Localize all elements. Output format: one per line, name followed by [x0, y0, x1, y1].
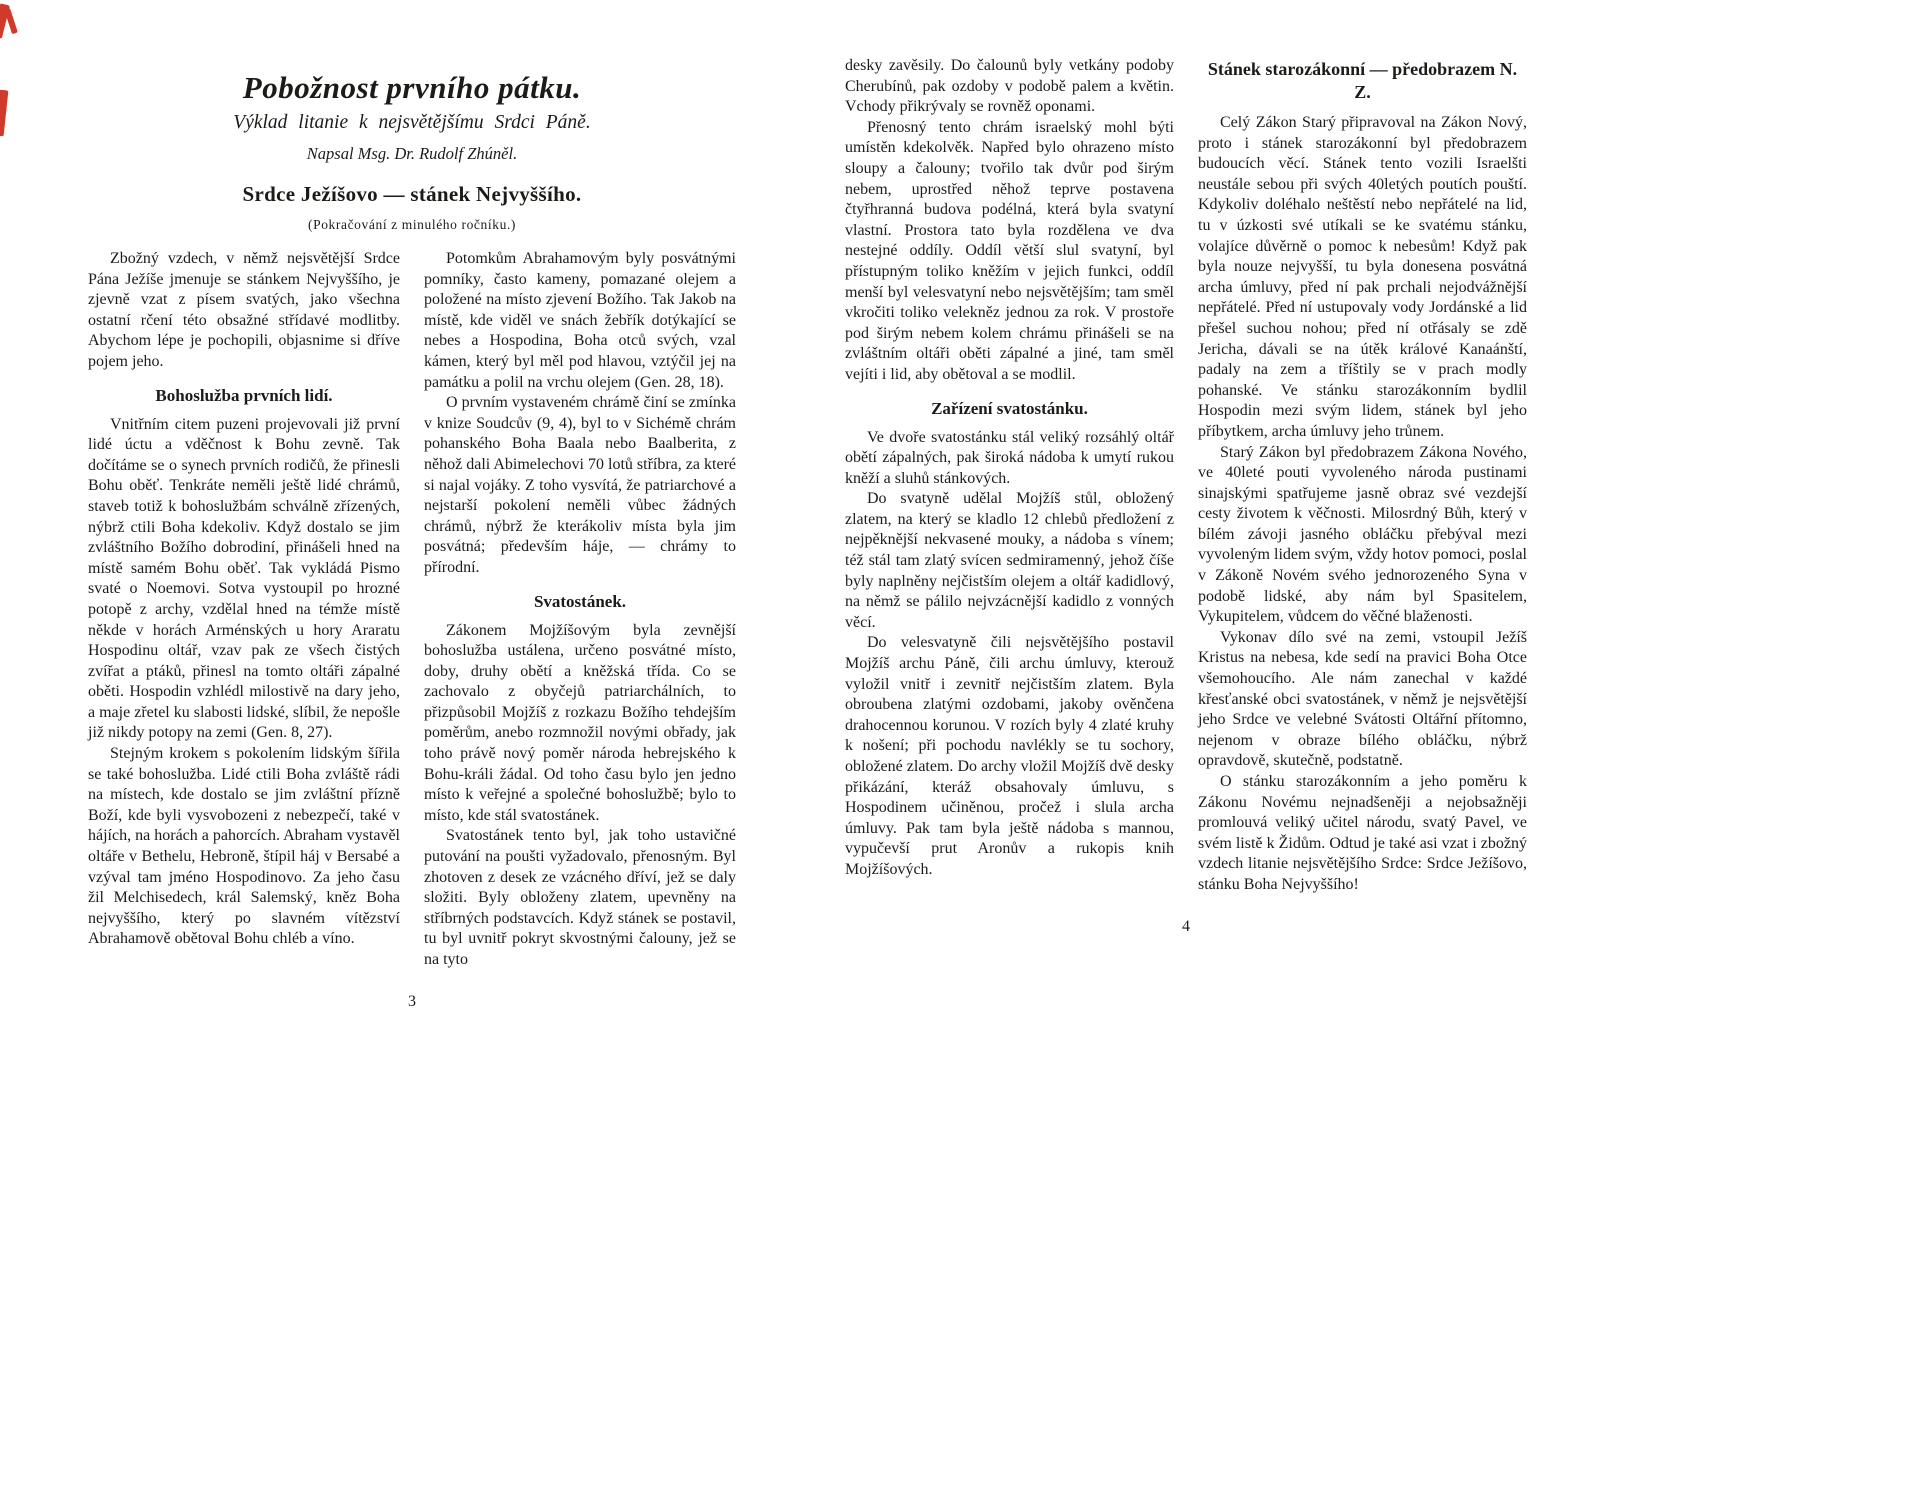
- subsection-heading: Bohoslužba prvních lidí.: [155, 385, 333, 405]
- paragraph: Svatostánek tento byl, jak toho ustavičné putování na poušti vyžadovalo, přenosným. Byl zhotoven z desek ze vzácného dříví, jež se daly složiti. Byly obloženy zlatem, upevněny na stříbrných podstavcích. Když stánek se postavil, tu byl uvnitř pokryt skvostnými čalouny, jež se na tyto: [424, 827, 736, 968]
- paragraph: Přenosný tento chrám israelský mohl býti umístěn kdekolvěk. Napřed bylo ohrazeno místo sloupy a čalouny; tvořilo tak dvůr pod širým nebem, uprostřed něhož teprve postavena čtyřhranná budova podélná, která byla svatyní vlastní. Prostora tato byla rozdělena ve dva nestejné oddíly. Oddíl větší slul svatyní, byl přístupným toliko kněžím v jejich funkci, oddíl menší byl velesvatyní nebo nejsvětějším; tam směl vkročiti toliko velekněz jednou za rok. V prostoře pod širým nebem kolem chrámu přinášeli se na zvláštním oltáři oběti zápalné a jiné, tam směl vejíti i lid, aby obětoval a se modlil.: [845, 118, 1174, 383]
- paragraph: Do velesvatyně čili nejsvětějšího postavil Mojžíš archu Páně, čili archu úmluvy, kterouž vyložil vnitř i zevnitř nejčistším zlatem. Byla obroubena zlatými ozdobami, jakoby ověnčena drahocennou korunou. V rozích byly 4 zlaté kruhy k nošení; při pochodu navlékly se tu sochory, obložené zlatem. Do archy vložil Mojžíš dvě desky přikázání, kteráž obsahovaly úmluvu, s Hospodinem učiněnou, pročež i slula archa úmluvy. Pak tam byla ještě nádoba s mannou, vypučevší prut Aronův a rukopis knih Mojžíšových.: [845, 634, 1174, 878]
- subsection-heading: Stánek starozákonní — předobrazem N. Z.: [1207, 59, 1518, 102]
- paragraph: Ve dvoře svatostánku stál veliký rozsáhlý oltář obětí zápalných, pak široká nádoba k umytí rukou kněží a sluhů stánkových.: [845, 428, 1174, 487]
- paragraph: Stejným krokem s pokolením lidským šířila se také bohoslužba. Lidé ctili Boha zvláště rádi na místech, kde dostalo se jim zvláštní přízně Boží, kde byli vysvobozeni z nebezpečí, také v hájích, na horách a pahorcích. Abraham vystavěl oltáře v Bethelu, Hebroně, štípil háj v Bersabé a vzýval tam jméno Hospodinovo. Za jeho času žil Melchisedech, král Salemský, kněz Boha nejvyššího, který po slavném vítězství Abrahamově obětoval Bohu chléb a víno.: [88, 745, 400, 948]
- red-ink-mark: [0, 90, 8, 137]
- article-subtitle: Výklad litanie k nejsvětějšímu Srdci Páně.: [233, 112, 591, 133]
- paragraph: Zákonem Mojžíšovým byla zevnější bohoslužba ustálena, určeno posvátné místo, doby, druhy obětí a kněžská třída. Co se zachovalo z obyčejů patriarchálních, to přizpůsobil Mojžíš z rozkazu Božího tehdejším poměrům, anebo rozmnožil novými obřady, jak toho právě nový poměr národa hebrejského k Bohu-králi žádal. Od toho času bylo jen jedno místo k veřejné a společné bohoslužbě; bylo to místo, kde stál svatostánek.: [424, 621, 736, 824]
- subsection-heading: Svatostánek.: [533, 591, 627, 611]
- paragraph: O prvním vystaveném chrámě činí se zmínka v knize Soudcův (9, 4), byl to v Sichémě chrám pohanského Boha Baala nebo Baalberita, z něhož dali Abimelechovi 70 lotů stříbra, za které si najal vojáky. Z toho vysvítá, že patriarchové a nejstarší pokolení neměli vůbec žádných chrámů, nýbrž že kterákoliv místa byla jim posvátná; především háje, — chrámy to přírodní.: [424, 394, 736, 576]
- text-columns: [845, 56, 1527, 896]
- paragraph: Potomkům Abrahamovým byly posvátnými pomníky, často kameny, pomazané olejem a položené na místo zjevení Božího. Tak Jakob na místě, kde viděl ve snách žebřík dotýkající se nebes a Hospodina, Boha otců svých, vzal kámen, který byl měl pod hlavou, vztýčil jej na památku a polil na vrchu olejem (Gen. 28, 18).: [424, 250, 736, 391]
- paragraph: Vnitřním citem puzeni projevovali již první lidé úctu a vděčnost k Bohu zevně. Tak dočítáme se o synech prvních rodičů, že přinesli Bohu oběť. Tenkráte neměli ještě lidé chrámů, staveb totiž k bohoslužbám schválně zřízených, nýbrž ctili Boha kdekoliv. Když dostalo se jim zvláštního Božího dobrodiní, přinášeli hned na místě samém Bohu oběť. Tak vykládá Pismo svaté o Noemovi. Sotva vystoupil po hrozné potopě z archy, vzdělal hned na témže místě někde v horách Arménských u hory Araratu Hospodinu oltář, vzav pak ze všech čistých zvířat a ptáků, přinesl na tomto oltáři zápalné oběti. Hospodin vzhlédl milostivě na dary jeho, a maje zřetel ku slabosti lidské, slíbil, že nepošle již nikdy potopy na zemi (Gen. 8, 27).: [88, 415, 400, 742]
- author-byline: Napsal Msg. Dr. Rudolf Zhúněl.: [306, 144, 518, 163]
- page-header: [88, 70, 736, 233]
- column-1: [845, 56, 1174, 881]
- paragraph: Starý Zákon byl předobrazem Zákona Nového, ve 40leté pouti vyvoleného národa pustinami sinajskými spatřujeme jasně obraz své vezdejší cesty životem k věčnosti. Milosrdný Bůh, který v bílém závoji jasného obláčku přebýval mezi vyvoleným lidem svým, vždy hotov pomoci, poslal v Zákoně Novém svého jednorozeného Syna v podobě lidské, aby nám byl Spasitelem, Vykupitelem, vůdcem do věčné blaženosti.: [1198, 443, 1527, 626]
- page-left: [88, 60, 736, 1011]
- paragraph: Celý Zákon Starý připravoval na Zákon Nový, proto i stánek starozákonní byl předobrazem budoucích věcí. Stánek tento vozili Israelšti neustále sebou při svých 40letých poutích pouští. Kdykoliv doléhalo neštěstí nebo nepřátelé na lid, tu v úzkosti své utíkali se ke svatému stánku, volajíce důvěrně o pomoc k nebesům! Když pak byla nouze nejvyšší, tu byla donesena posvátná archa úmluvy, před ní pak prchali nejodvážnější nepřátelé. Před ní ustupovaly vody Jordánské a lid přešel suchou nohou; před ní otřásaly se zdě Jericha, dávali se na útěk králové Kanaánští, padaly na zem a tříštily se v prach modly pohanské. Ve stánku starozákonním bydlil Hospodin mezi svým lidem, stánek byl jeho příbytkem, archa úmluvy jeho trůnem.: [1198, 114, 1527, 440]
- subsection-heading: Zařízení svatostánku.: [931, 398, 1088, 418]
- page-right: [845, 56, 1527, 936]
- paragraph: Do svatyně udělal Mojžíš stůl, obložený zlatem, na který se kladlo 12 chlebů předložení z nejpěknější nekvasené mouky, a nádoba s vínem; též stál tam zlatý svícen sedmiramenný, jehož číše byly naplněny nejčistším olejem a oltář kadidlový, na němž se pálilo nejvzácnější kadidlo z vonných věcí.: [845, 490, 1174, 631]
- text-columns: [88, 249, 736, 971]
- paragraph: Zbožný vzdech, v němž nejsvětější Srdce Pána Ježíše jmenuje se stánkem Nejvyššího, je zjevně vzat z písem svatých, jako všechna ostatní rčení této obsažné střídavé modlitby. Abychom lépe je pochopili, objasnime si dříve pojem jeho.: [88, 250, 400, 370]
- column-2: [1198, 56, 1527, 896]
- paragraph: O stánku starozákonním a jeho poměru k Zákonu Novému nejnadšeněji a nejobsažněji promlouvá veliký učitel národu, svatý Pavel, ve svém listě k Židům. Odtud je také asi vzat i zbožný vzdech litanie nejsvětějšího Srdce: Srdce Ježíšovo, stánku Boha Nejvyššího!: [1198, 773, 1527, 893]
- chapter-heading: Srdce Ježíšovo — stánek Nejvyššího.: [242, 182, 582, 206]
- page-number: 3: [408, 992, 416, 1010]
- column-2: [424, 249, 736, 971]
- paragraph: Vykonav dílo své na zemi, vstoupil Ježíš Kristus na nebesa, kde sedí na pravici Boha Otce všemohoucího. Ale nám zanechal v každé křesťanské obci svatostánek, v němž je nejsvětější jeho Srdce ve velebné Svátosti Oltářní přítomno, nejenom v obraze bílého obláčku, nýbrž opravdově, skutečně, podstatně.: [1198, 628, 1527, 770]
- page-number: 4: [1182, 917, 1190, 935]
- red-ink-mark: [4, 8, 18, 35]
- paragraph: desky zavěsily. Do čalounů byly vetkány podoby Cherubínů, pak ozdoby v podobě palem a květin. Vchody přikrývaly se rovněž oponami.: [845, 57, 1174, 116]
- continuation-note: (Pokračování z minulého ročníku.): [308, 217, 516, 232]
- article-title: Pobožnost prvního pátku.: [242, 70, 582, 105]
- column-1: [88, 249, 400, 950]
